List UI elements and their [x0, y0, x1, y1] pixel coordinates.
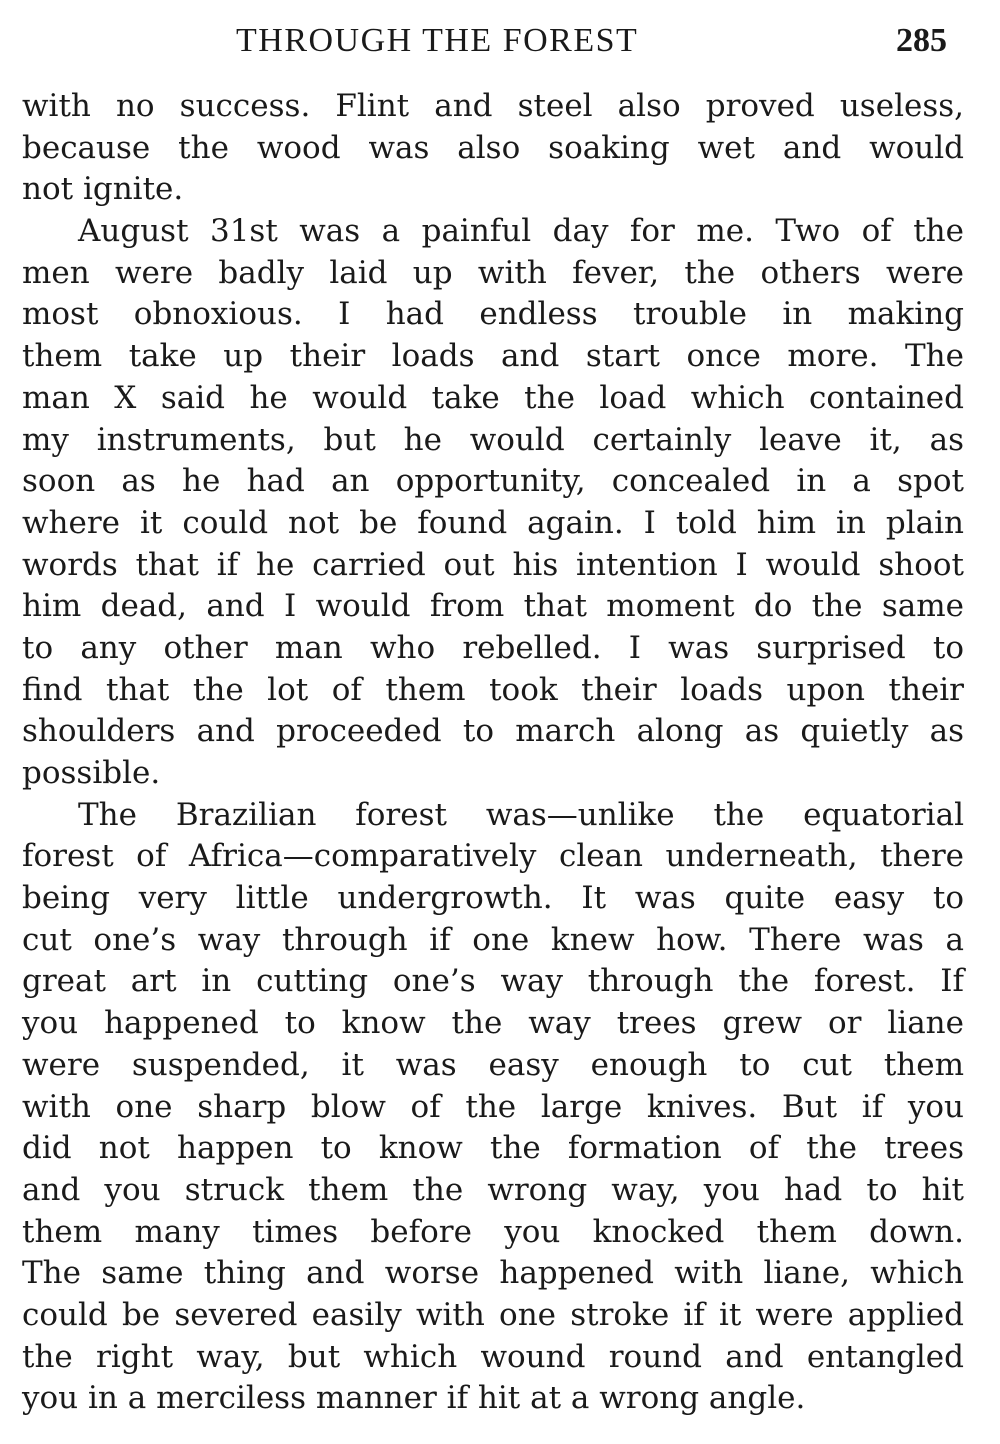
text-line: forest of Africa—comparatively clean underneath, there	[22, 838, 964, 875]
text-line: The same thing and worse happened with liane, which	[22, 1255, 964, 1292]
text-line: great art in cutting one’s way through the forest. If	[22, 963, 964, 1000]
text-line: men were badly laid up with fever, the others were	[22, 254, 964, 291]
text-line: find that the lot of them took their loads upon their	[22, 671, 964, 708]
text-line: words that if he carried out his intention I would shoot	[22, 546, 964, 583]
text-line: being very little undergrowth. It was quite easy to	[22, 880, 964, 917]
text-line: to any other man who rebelled. I was surprised to	[22, 629, 964, 666]
text-line: you in a merciless manner if hit at a wrong angle.	[22, 1380, 806, 1417]
text-line: not ignite.	[22, 171, 184, 208]
text-line: because the wood was also soaking wet and would	[22, 129, 964, 166]
text-line: man X said he would take the load which contained	[22, 379, 964, 416]
text-line: could be severed easily with one stroke if it were applied	[22, 1296, 964, 1333]
text-line: did not happen to know the formation of the trees	[22, 1130, 964, 1167]
text-line: you happened to know the way trees grew or liane	[22, 1005, 964, 1042]
paragraph-first-line: August 31st was a painful day for me. Two of the	[78, 213, 964, 250]
text-line: the right way, but which wound round and entangled	[22, 1338, 964, 1375]
text-line: most obnoxious. I had endless trouble in making	[22, 296, 964, 333]
text-line: were suspended, it was easy enough to cut them	[22, 1046, 964, 1083]
running-head	[0, 22, 1000, 68]
text-line: where it could not be found again. I told him in plain	[22, 504, 964, 541]
text-line: shoulders and proceeded to march along as quietly as	[22, 713, 964, 750]
text-line: them take up their loads and start once more. The	[22, 338, 964, 375]
text-line: cut one’s way through if one knew how. There was a	[22, 921, 964, 958]
text-line: with no success. Flint and steel also proved useless,	[22, 88, 964, 124]
page-number: 285	[896, 22, 947, 59]
running-title: THROUGH THE FOREST	[236, 22, 639, 59]
text-line: them many times before you knocked them down.	[22, 1213, 964, 1250]
text-line: my instruments, but he would certainly leave it, as	[22, 421, 964, 458]
text-line: and you struck them the wrong way, you had to hit	[22, 1171, 964, 1208]
text-line: him dead, and I would from that moment do the same	[22, 588, 964, 625]
paragraph-first-line: The Brazilian forest was—unlike the equatorial	[78, 796, 964, 833]
text-line: with one sharp blow of the large knives. But if you	[22, 1088, 964, 1125]
text-line: possible.	[22, 755, 161, 791]
body-text	[22, 86, 964, 1420]
text-line: soon as he had an opportunity, concealed in a spot	[22, 463, 964, 500]
